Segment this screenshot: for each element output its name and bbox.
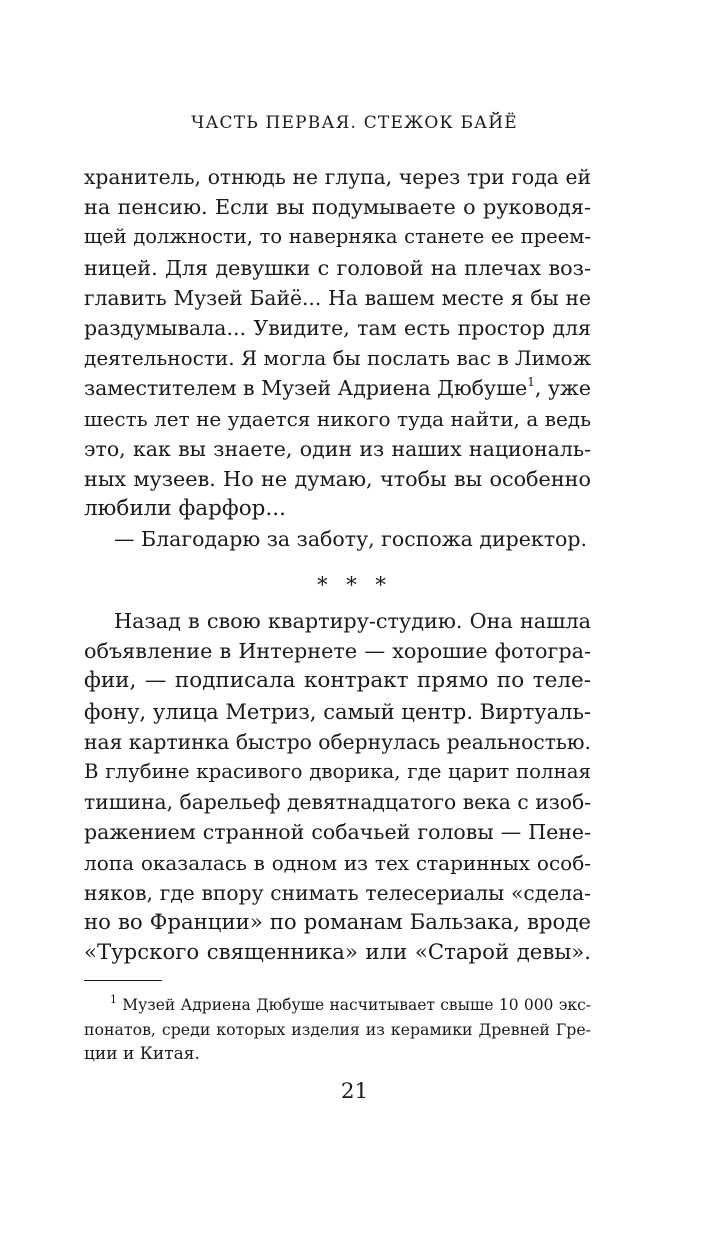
text-line: главить Музей Байё... На вашем месте я бы не bbox=[84, 285, 591, 310]
text-line: но во Франции» по романам Бальзака, вроде bbox=[84, 909, 591, 935]
text-line: объявление в Интернете — хорошие фотогра- bbox=[84, 639, 591, 664]
text-line: фии, — подписала контракт прямо по теле- bbox=[84, 668, 591, 694]
footnote-text: Музей Адриена Дюбуше насчитывает свыше 10 000 экс- bbox=[122, 996, 591, 1014]
text-line: щей должности, то наверняка станете ее преем- bbox=[84, 225, 591, 249]
text-line: Назад в свою квартиру-студию. Она нашла bbox=[114, 609, 591, 633]
text-line: лопа оказалась в одном из тех старинных особ- bbox=[84, 850, 591, 875]
paragraph-dialogue bbox=[84, 162, 591, 554]
text-line: ных музеев. Но не думаю, чтобы вы особенно bbox=[84, 466, 591, 491]
text-line: тишина, барельеф девятнадцатого века с изоб- bbox=[84, 790, 591, 815]
text-fragment: заместителем в Музей Адриена Дюбуше bbox=[84, 376, 528, 401]
footnote-line bbox=[84, 993, 591, 1018]
text-line: ражением странной собачьей головы — Пене- bbox=[84, 820, 591, 845]
text-line: любили фарфор... bbox=[84, 496, 286, 522]
footnote-divider bbox=[84, 980, 162, 981]
text-fragment: , уже bbox=[534, 376, 591, 401]
text-line: ная картинка быстро обернулась реальностью. bbox=[84, 729, 591, 754]
footnote-marker: 1 bbox=[110, 993, 117, 1006]
page-number: 21 bbox=[340, 1079, 369, 1104]
section-separator: * * * bbox=[317, 573, 392, 597]
footnote-reference[interactable]: 1 bbox=[527, 375, 535, 390]
footnote-line: ции и Китая. bbox=[84, 1044, 200, 1064]
text-line: на пенсию. Если вы подумываете о руководя- bbox=[84, 195, 591, 220]
text-line: няков, где впору снимать телесериалы «сдела- bbox=[84, 880, 591, 905]
text-line: фону, улица Метриз, самый центр. Виртуаль- bbox=[84, 699, 591, 724]
text-line: раздумывала... Увидите, там есть простор для bbox=[84, 315, 591, 340]
text-line: деятельности. Я могла бы послать вас в Лимож bbox=[84, 346, 591, 371]
text-line: это, как вы знаете, один из наших националь- bbox=[84, 436, 591, 461]
text-line-with-footnote-ref bbox=[84, 373, 591, 403]
running-head: ЧАСТЬ ПЕРВАЯ. СТЕЖОК БАЙЁ bbox=[191, 113, 518, 133]
dialogue-line: — Благодарю за заботу, госпожа директор. bbox=[114, 527, 588, 552]
footnote bbox=[84, 993, 591, 1067]
text-line: В глубине красивого дворика, где царит полная bbox=[84, 759, 591, 783]
text-line: хранитель, отнюдь не глупа, через три года ей bbox=[84, 165, 591, 189]
text-line: ницей. Для девушки с головой на плечах воз- bbox=[84, 255, 591, 280]
footnote-line: понатов, среди которых изделия из керамики Древней Гре- bbox=[84, 1019, 591, 1039]
text-line: «Турского священника» или «Старой девы». bbox=[84, 940, 591, 966]
text-line: шесть лет не удается никого туда найти, а ведь bbox=[84, 406, 591, 431]
paragraph-apartment bbox=[84, 606, 591, 968]
